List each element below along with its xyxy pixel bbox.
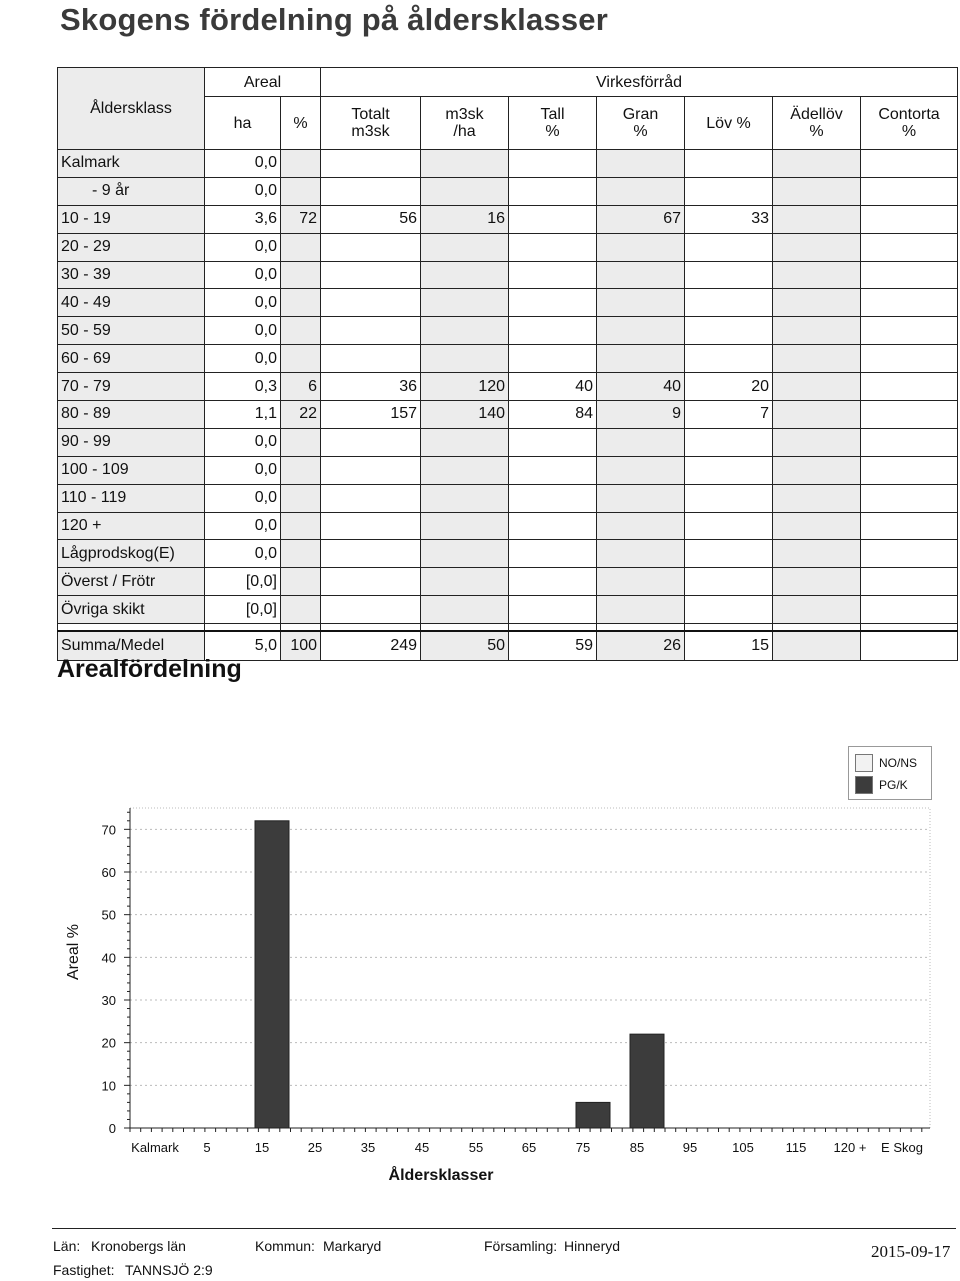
cell-ha: 0,0: [205, 345, 281, 373]
cell-m3ha: 16: [421, 205, 509, 233]
summary-lov: 15: [685, 631, 773, 661]
cell-m3ha: 120: [421, 373, 509, 401]
summary-ha: 5,0: [205, 631, 281, 661]
row-label: 100 - 109: [58, 456, 205, 484]
cell-total: 36: [321, 373, 421, 401]
y-tick-label: 20: [101, 1035, 116, 1051]
x-tick-label: 55: [468, 1140, 484, 1155]
cell-lov: 20: [685, 373, 773, 401]
bar-15: [255, 821, 289, 1128]
header-pct: %: [281, 97, 321, 150]
x-tick-label: Kalmark: [131, 1140, 179, 1155]
cell-ha: 0,0: [205, 317, 281, 345]
x-tick-label: 35: [360, 1140, 376, 1155]
row-label: - 9 år: [58, 177, 205, 205]
x-tick-label: 115: [785, 1140, 807, 1155]
legend-label-nons: NO/NS: [879, 756, 918, 770]
footer-rule: [52, 1228, 956, 1229]
cell-gran: 40: [597, 373, 685, 401]
x-tick-label: 25: [307, 1140, 323, 1155]
footer-fastighet: TANNSJÖ 2:9: [125, 1262, 213, 1278]
plot-frame: [130, 808, 930, 1128]
x-tick-label: 120 +: [833, 1140, 867, 1155]
cell-pct: 6: [281, 373, 321, 401]
bar-75: [576, 1102, 610, 1128]
row-label: 50 - 59: [58, 317, 205, 345]
header-ha: ha: [205, 97, 281, 150]
bar-85: [630, 1034, 664, 1128]
row-label: 60 - 69: [58, 345, 205, 373]
y-tick-label: 10: [101, 1078, 116, 1094]
footer-kommun-label: Kommun:: [255, 1238, 315, 1254]
cell-total: 157: [321, 401, 421, 429]
header-m3ha: m3sk /ha: [421, 97, 509, 150]
cell-gran: 9: [597, 401, 685, 429]
row-label: Lågprodskog(E): [58, 540, 205, 568]
cell-lov: 7: [685, 401, 773, 429]
x-tick-label: 75: [575, 1140, 591, 1155]
x-tick-label: 95: [682, 1140, 698, 1155]
header-total: Totalt m3sk: [321, 97, 421, 150]
cell-ha: 3,6: [205, 205, 281, 233]
y-tick-label: 40: [101, 950, 116, 966]
y-tick-label: 0: [108, 1121, 116, 1136]
cell-ha: 0,0: [205, 233, 281, 261]
header-ageclass: Åldersklass: [58, 68, 205, 150]
row-label: 110 - 119: [58, 484, 205, 512]
footer-lan: Kronobergs län: [91, 1238, 186, 1254]
footer-forsamling-label: Församling:: [484, 1238, 558, 1254]
cell-m3ha: 140: [421, 401, 509, 429]
summary-m3ha: 50: [421, 631, 509, 661]
summary-tall: 59: [509, 631, 597, 661]
row-label: 80 - 89: [58, 401, 205, 429]
header-areal: Areal: [205, 68, 321, 97]
cell-tall: 40: [509, 373, 597, 401]
cell-ha: 0,3: [205, 373, 281, 401]
cell-ha: 0,0: [205, 456, 281, 484]
y-tick-label: 70: [101, 822, 116, 838]
footer: [0, 1228, 960, 1281]
cell-ha: [0,0]: [205, 596, 281, 624]
cell-lov: 33: [685, 205, 773, 233]
y-axis-label: Areal %: [65, 923, 82, 981]
cell-pct: 22: [281, 401, 321, 429]
x-tick-label: 105: [732, 1140, 754, 1155]
header-tall: Tall %: [509, 97, 597, 150]
x-axis-label: Åldersklasser: [388, 1167, 494, 1184]
cell-tall: 84: [509, 401, 597, 429]
cell-ha: 0,0: [205, 261, 281, 289]
x-tick-label: 65: [521, 1140, 537, 1155]
row-label: 20 - 29: [58, 233, 205, 261]
summary-gran: 26: [597, 631, 685, 661]
x-tick-label: 85: [629, 1140, 645, 1155]
section-title: Arealfördelning: [57, 655, 242, 683]
x-tick-label: 15: [254, 1140, 270, 1155]
x-tick-label: E Skog: [881, 1140, 923, 1155]
summary-total: 249: [321, 631, 421, 661]
header-gran: Gran %: [597, 97, 685, 150]
row-label: 30 - 39: [58, 261, 205, 289]
header-lov: Löv %: [685, 97, 773, 150]
row-label: 90 - 99: [58, 428, 205, 456]
row-label: Kalmark: [58, 150, 205, 178]
row-label: Överst / Frötr: [58, 568, 205, 596]
row-label: 10 - 19: [58, 205, 205, 233]
y-tick-label: 60: [101, 865, 116, 880]
footer-forsamling: Hinneryd: [564, 1238, 621, 1254]
y-tick-label: 50: [101, 907, 116, 923]
summary-pct: 100: [281, 631, 321, 661]
cell-ha: 0,0: [205, 150, 281, 178]
legend-label-pgk: PG/K: [879, 778, 908, 792]
cell-ha: 1,1: [205, 401, 281, 429]
footer-date: 2015-09-17: [871, 1242, 951, 1261]
footer-lan-label: Län:: [53, 1238, 81, 1254]
cell-ha: 0,0: [205, 177, 281, 205]
cell-ha: 0,0: [205, 484, 281, 512]
cell-pct: 72: [281, 205, 321, 233]
row-label: 70 - 79: [58, 373, 205, 401]
footer-kommun: Markaryd: [323, 1238, 382, 1254]
cell-total: 56: [321, 205, 421, 233]
y-tick-label: 30: [101, 993, 116, 1008]
header-adellov: Ädellöv %: [773, 97, 861, 150]
x-tick-label: 5: [203, 1140, 211, 1155]
x-tick-label: 45: [414, 1140, 430, 1155]
header-virkesforrad: Virkesförråd: [321, 68, 958, 97]
row-label: Övriga skikt: [58, 596, 205, 624]
cell-ha: [0,0]: [205, 568, 281, 596]
cell-ha: 0,0: [205, 428, 281, 456]
cell-ha: 0,0: [205, 289, 281, 317]
page-title: Skogens fördelning på åldersklasser: [60, 2, 608, 37]
cell-gran: 67: [597, 205, 685, 233]
summary-label: Summa/Medel: [58, 631, 205, 661]
footer-fastighet-label: Fastighet:: [53, 1262, 115, 1278]
cell-ha: 0,0: [205, 540, 281, 568]
row-label: 120 +: [58, 512, 205, 540]
header-contorta: Contorta %: [861, 97, 958, 150]
row-label: 40 - 49: [58, 289, 205, 317]
cell-ha: 0,0: [205, 512, 281, 540]
